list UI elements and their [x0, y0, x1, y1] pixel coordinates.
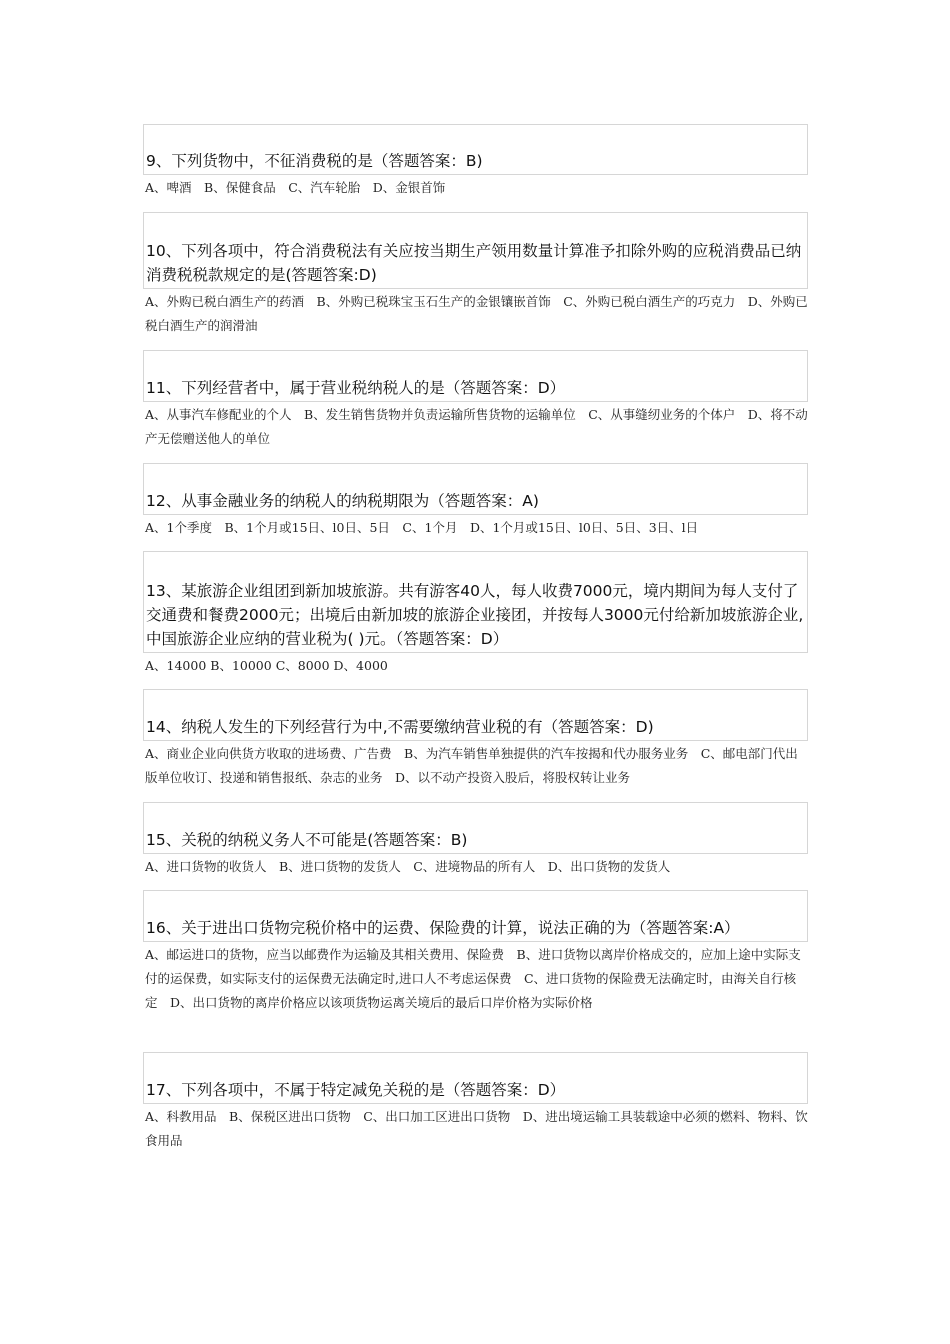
answer-options: A、外购已税白酒生产的药酒 B、外购已税珠宝玉石生产的金银镶嵌首饰 C、外购已税白酒生产的巧克力 D、外购已税白酒生产的润滑油	[145, 294, 808, 333]
question-9	[143, 124, 808, 200]
question-text: 10、下列各项中，符合消费税法有关应按当期生产领用数量计算准予扣除外购的应税消费品已纳消费税税款规定的是(答题答案:D)	[146, 242, 802, 284]
question-11	[143, 350, 808, 451]
question-17	[143, 1052, 808, 1153]
answer-options: A、科教用品 B、保税区进出口货物 C、出口加工区进出口货物 D、进出境运输工具装载途中必须的燃料、物料、饮食用品	[145, 1109, 808, 1148]
question-box	[143, 1052, 808, 1104]
question-16	[143, 890, 808, 1015]
answer-options: A、进口货物的收货人 B、进口货物的发货人 C、进境物品的所有人 D、出口货物的发货人	[145, 859, 671, 874]
question-text: 12、从事金融业务的纳税人的纳税期限为（答题答案：A)	[146, 492, 539, 510]
answer-options: A、从事汽车修配业的个人 B、发生销售货物并负责运输所售货物的运输单位 C、从事缝纫业务的个体户 D、将不动产无偿赠送他人的单位	[145, 407, 808, 446]
question-text: 15、关税的纳税义务人不可能是(答题答案：B)	[146, 831, 468, 849]
question-text: 9、下列货物中，不征消费税的是（答题答案：B)	[146, 152, 483, 170]
question-box	[143, 551, 808, 653]
question-box	[143, 802, 808, 854]
question-box	[143, 890, 808, 942]
answer-options: A、商业企业向供货方收取的进场费、广告费 B、为汽车销售单独提供的汽车按揭和代办服务业务 C、邮电部门代出版单位收订、投递和销售报纸、杂志的业务 D、以不动产投资入股后，将股权转让业务	[145, 746, 798, 785]
question-14	[143, 689, 808, 790]
question-box	[143, 212, 808, 289]
question-text: 16、关于进出口货物完税价格中的运费、保险费的计算，说法正确的为（答题答案:A）	[146, 919, 740, 937]
answer-options: A、14000 B、10000 C、8000 D、4000	[145, 658, 388, 673]
answer-options: A、1个季度 B、1个月或15日、l0日、5日 C、1个月 D、1个月或15日、l0日、5日、3日、l日	[145, 520, 699, 535]
question-text: 17、下列各项中，不属于特定减免关税的是（答题答案：D）	[146, 1081, 566, 1099]
answer-options: A、邮运进口的货物，应当以邮费作为运输及其相关费用、保险费 B、进口货物以离岸价格成交的，应加上途中实际支付的运保费，如实际支付的运保费无法确定时,进口人不考虑运保费 C、进口货物的保险费无法确定时，由海关自行核定 D、出口货物的离岸价格应以该项货物运离关境后的最后口岸价格为实际价格	[145, 947, 801, 1010]
question-15	[143, 802, 808, 879]
question-box	[143, 463, 808, 515]
question-13	[143, 551, 808, 678]
question-box	[143, 689, 808, 741]
question-10	[143, 212, 808, 338]
question-box	[143, 350, 808, 402]
question-text: 14、纳税人发生的下列经营行为中,不需要缴纳营业税的有（答题答案：D)	[146, 718, 654, 736]
question-box	[143, 124, 808, 175]
question-text: 13、某旅游企业组团到新加坡旅游。共有游客40人，每人收费7000元，境内期间为每人支付了交通费和餐费2000元；出境后由新加坡的旅游企业接团，并按每人3000元付给新加坡旅游企业,中国旅游企业应纳的营业税为( )元。（答题答案：D）	[146, 582, 804, 648]
question-12	[143, 463, 808, 540]
question-text: 11、下列经营者中，属于营业税纳税人的是（答题答案：D）	[146, 379, 566, 397]
answer-options: A、啤酒 B、保健食品 C、汽车轮胎 D、金银首饰	[145, 180, 446, 195]
